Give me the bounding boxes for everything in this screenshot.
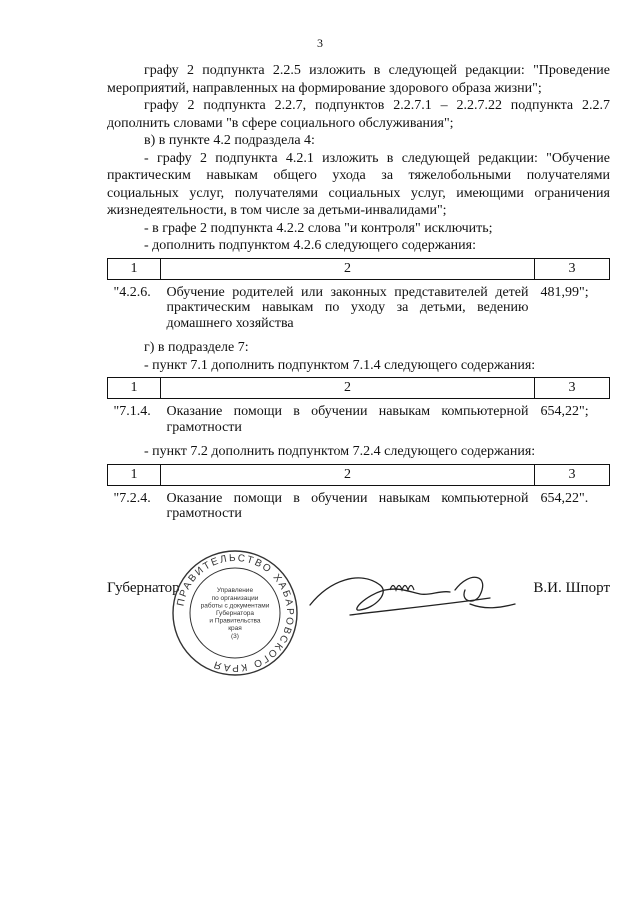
column-header-3: 3	[535, 258, 610, 279]
paragraph: - пункт 7.1 дополнить подпунктом 7.1.4 следующего содержания:	[144, 357, 536, 373]
table-row	[108, 399, 610, 436]
amendment-table-7-2-4	[107, 464, 610, 522]
row-text: Оказание помощи в обучении навыкам компьютерной грамотности	[166, 404, 529, 435]
seal-center-line: Управление	[216, 587, 254, 595]
column-header-3: 3	[535, 378, 610, 399]
table-header-row	[108, 378, 610, 399]
document-body	[107, 62, 610, 522]
row-value: 654,22".	[540, 490, 589, 506]
row-text: Обучение родителей или законных представителей детей практическим навыкам по уходу за детьми, ведению домашнего хозяйства	[166, 284, 529, 331]
paragraphs-mid-1	[107, 339, 610, 374]
paragraph: - пункт 7.2 дополнить подпунктом 7.2.4 следующего содержания:	[144, 444, 536, 459]
row-text: Оказание помощи в обучении навыкам компьютерной грамотности	[166, 490, 529, 521]
row-value: 654,22";	[540, 404, 589, 419]
seal-center-line: края	[228, 625, 242, 633]
seal-center-line: (3)	[231, 632, 239, 640]
amendment-table-7-1-4	[107, 377, 610, 435]
handwritten-signature	[290, 560, 520, 630]
seal-center-text	[201, 587, 270, 640]
column-header-2: 2	[161, 378, 535, 399]
row-code: "4.2.6.	[113, 284, 151, 300]
paragraph: - графу 2 подпункта 4.2.1 изложить в следующей редакции: "Обучение практическим навыкам общего ухода за тяжелобольными получателями социальных услуг, получателями социальных услуг, имеющими ограничения жизнедеятельности, в том числе за детьми-инвалидами";	[107, 150, 610, 218]
paragraph: г) в подразделе 7:	[144, 340, 249, 355]
seal-center-line: и Правительства	[209, 617, 261, 625]
column-header-1: 1	[108, 464, 161, 485]
signatory-name: В.И. Шпорт	[533, 580, 610, 596]
signatory-position: Губернатор	[107, 580, 180, 596]
seal-center-line: по организации	[211, 594, 259, 602]
table-header-row	[108, 258, 610, 279]
paragraph: в) в пункте 4.2 подраздела 4:	[144, 133, 315, 148]
table-row	[108, 485, 610, 522]
official-seal	[170, 548, 300, 678]
paragraphs-mid-2	[107, 443, 610, 461]
seal-ring-text: ПРАВИТЕЛЬСТВО ХАБАРОВСКОГО КРАЯ	[175, 552, 296, 674]
table-row	[108, 279, 610, 331]
paragraph: графу 2 подпункта 2.2.7, подпунктов 2.2.7.1 – 2.2.7.22 подпункта 2.2.7 дополнить словами "в сфере социального обслуживания";	[107, 98, 610, 131]
column-header-2: 2	[161, 258, 535, 279]
paragraph: графу 2 подпункта 2.2.5 изложить в следующей редакции: "Проведение мероприятий, направленных на формирование здорового образа жизни";	[107, 63, 610, 96]
paragraphs-top	[107, 62, 610, 255]
amendment-table-4-2-6	[107, 258, 610, 332]
row-code: "7.1.4.	[113, 404, 151, 419]
column-header-2: 2	[161, 464, 535, 485]
column-header-3: 3	[535, 464, 610, 485]
paragraph: - в графе 2 подпункта 4.2.2 слова "и контроля" исключить;	[144, 220, 493, 236]
paragraph: - дополнить подпунктом 4.2.6 следующего содержания:	[144, 238, 476, 253]
column-header-1: 1	[108, 258, 161, 279]
row-code: "7.2.4.	[113, 490, 151, 506]
table-header-row	[108, 464, 610, 485]
seal-center-line: работы с документами	[200, 602, 270, 610]
row-value: 481,99";	[540, 284, 589, 300]
column-header-1: 1	[108, 378, 161, 399]
page-number: 3	[317, 36, 323, 50]
seal-center-line: Губернатора	[215, 610, 255, 617]
